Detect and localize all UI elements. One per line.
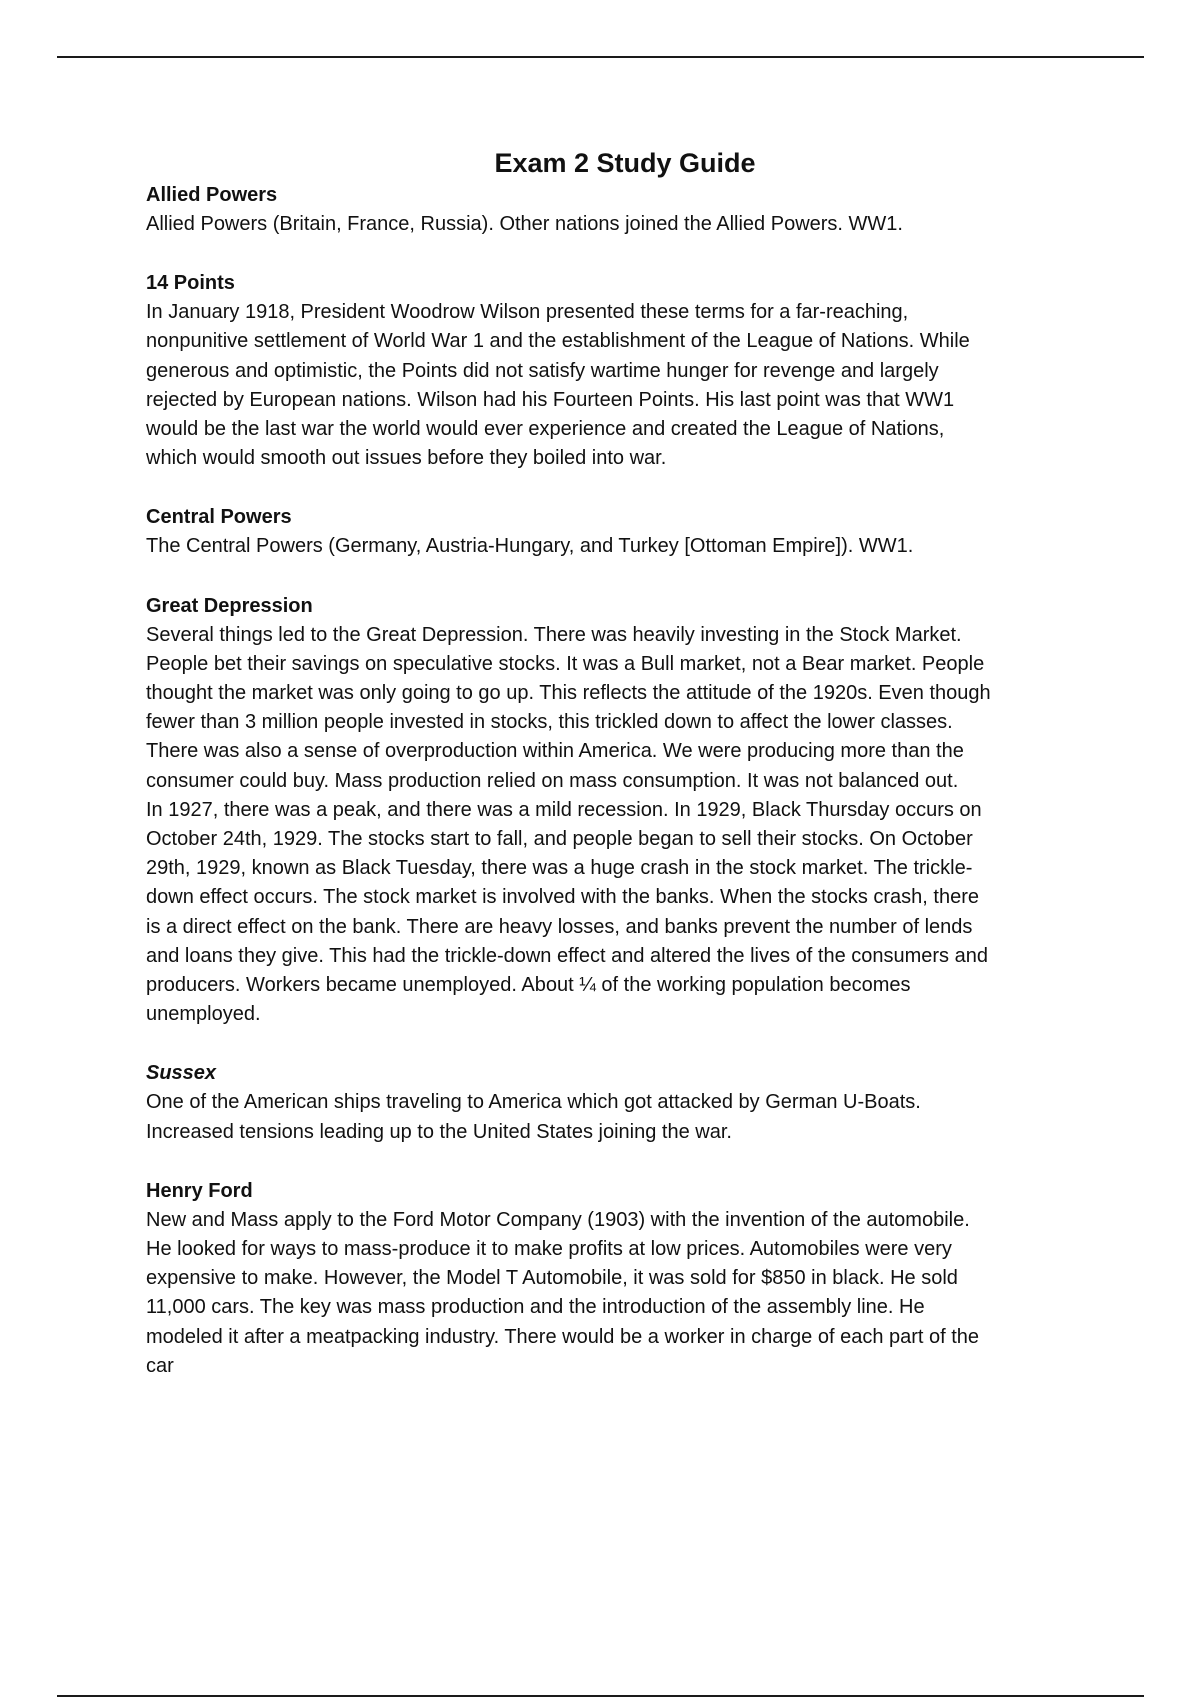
section-sussex <box>146 1059 1096 1146</box>
document-body <box>146 145 1096 1411</box>
section-body-line: October 24th, 1929. The stocks start to fall, and people began to sell their stocks. On October <box>146 828 973 851</box>
section-14-points <box>146 269 1096 473</box>
section-henry-ford <box>146 1177 1096 1381</box>
section-term: Allied Powers <box>146 184 278 206</box>
section-body-line: Allied Powers (Britain, France, Russia). Other nations joined the Allied Powers. WW1. <box>146 213 903 235</box>
section-allied-powers <box>146 181 1096 239</box>
section-body-line: Several things led to the Great Depression. There was heavily investing in the Stock Market. <box>146 623 962 646</box>
document-title: Exam 2 Study Guide <box>494 148 756 178</box>
section-body-line: 29th, 1929, known as Black Tuesday, there was a huge crash in the stock market. The trickle- <box>146 857 973 880</box>
section-term: 14 Points <box>146 272 235 295</box>
section-body-line: Increased tensions leading up to the United States joining the war. <box>146 1120 732 1143</box>
section-body-line: The Central Powers (Germany, Austria-Hungary, and Turkey [Ottoman Empire]). WW1. <box>146 535 914 558</box>
section-body-line: He looked for ways to mass-produce it to make profits at low prices. Automobiles were very <box>146 1238 952 1261</box>
section-body-line: One of the American ships traveling to America which got attacked by German U-Boats. <box>146 1091 921 1114</box>
section-body-line: modeled it after a meatpacking industry. There would be a worker in charge of each part of the <box>146 1325 980 1348</box>
footer-rule <box>57 1695 1144 1697</box>
section-body-line: 11,000 cars. The key was mass production and the introduction of the assembly line. He <box>146 1296 925 1319</box>
section-body-line: rejected by European nations. Wilson had his Fourteen Points. His last point was that WW1 <box>146 388 955 411</box>
section-body-line: car <box>146 1354 174 1377</box>
section-body-line: and loans they give. This had the trickle-down effect and altered the lives of the consumers and <box>146 944 988 967</box>
section-body-line: consumer could buy. Mass production relied on mass consumption. It was not balanced out. <box>146 769 959 792</box>
section-body-line: People bet their savings on speculative stocks. It was a Bull market, not a Bear market. People <box>146 652 985 675</box>
section-body-line: thought the market was only going to go up. This reflects the attitude of the 1920s. Even though <box>146 682 991 705</box>
section-body-line: producers. Workers became unemployed. About ¼ of the working population becomes <box>146 974 911 997</box>
header-rule <box>57 56 1144 58</box>
section-body-line: There was also a sense of overproduction within America. We were producing more than the <box>146 740 964 763</box>
section-central-powers <box>146 503 1096 561</box>
section-body-line: expensive to make. However, the Model T Automobile, it was sold for $850 in black. He sold <box>146 1267 958 1290</box>
section-term: Sussex <box>146 1062 217 1085</box>
section-body-line: would be the last war the world would ever experience and created the League of Nations, <box>146 418 945 441</box>
section-great-depression <box>146 592 1096 1030</box>
section-body-line: New and Mass apply to the Ford Motor Company (1903) with the invention of the automobile. <box>146 1208 970 1231</box>
section-term: Central Powers <box>146 506 292 529</box>
section-body-line: In 1927, there was a peak, and there was a mild recession. In 1929, Black Thursday occurs on <box>146 798 982 821</box>
section-term: Henry Ford <box>146 1179 253 1202</box>
section-term: Great Depression <box>146 594 313 617</box>
section-body-line: down effect occurs. The stock market is involved with the banks. When the stocks crash, there <box>146 886 979 909</box>
sections-container <box>146 181 1096 1381</box>
section-body-line: unemployed. <box>146 1003 261 1026</box>
section-body-line: is a direct effect on the bank. There are heavy losses, and banks prevent the number of lends <box>146 915 973 938</box>
section-body-line: In January 1918, President Woodrow Wilson presented these terms for a far-reaching, <box>146 301 909 324</box>
section-body-line: generous and optimistic, the Points did not satisfy wartime hunger for revenge and largely <box>146 359 939 382</box>
section-body-line: which would smooth out issues before they boiled into war. <box>146 447 667 470</box>
section-body-line: nonpunitive settlement of World War 1 and the establishment of the League of Nations. While <box>146 330 970 353</box>
section-body-line: fewer than 3 million people invested in stocks, this trickled down to affect the lower classes. <box>146 711 953 734</box>
